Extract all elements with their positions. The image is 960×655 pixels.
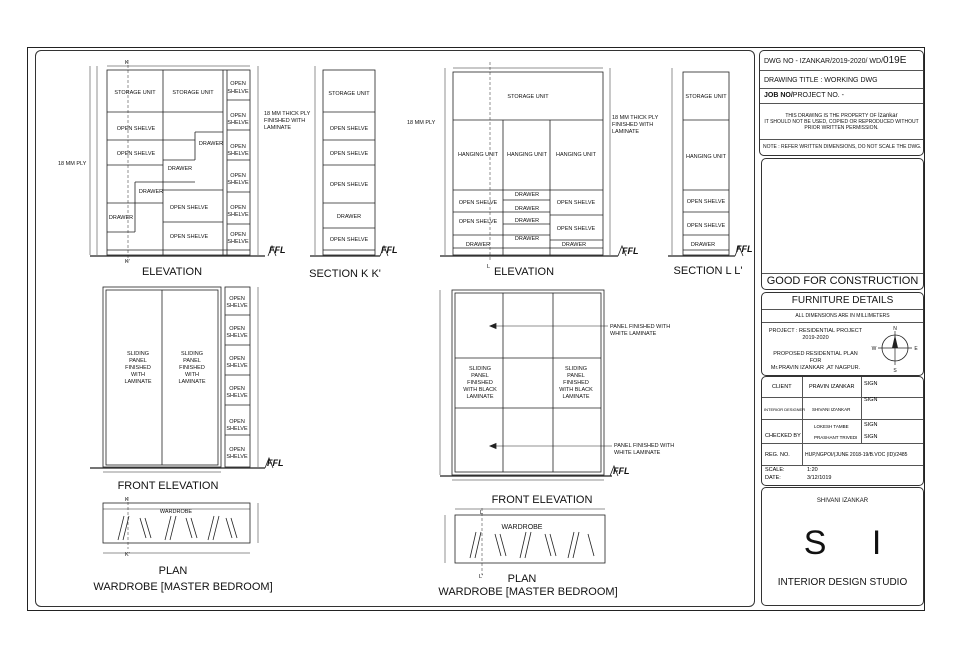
- reg-no-value: HUP,NGPOI/(JUNE 2018-19/B.VOC (ID)/2485: [805, 452, 908, 458]
- fe1-open-2: OPEN: [229, 326, 245, 332]
- label-open-2: OPEN: [230, 113, 246, 119]
- property-owner: Izankar: [877, 113, 898, 119]
- project-no-label: PROJECT NO. -: [792, 92, 845, 99]
- marker-l-bottom: L: [487, 264, 491, 270]
- project-line-2: 2019-2020: [802, 335, 829, 341]
- fe1-sliding-1c: FINISHED: [125, 365, 151, 371]
- fe1-sliding-1b: PANEL: [129, 358, 147, 364]
- ffl-2: FFL: [381, 245, 398, 255]
- label-18mm-ply-2: 18 MM PLY: [407, 120, 436, 126]
- label-ll-open-shelve-1: OPEN SHELVE: [686, 199, 726, 205]
- ffl-4: FFL: [736, 244, 753, 254]
- fe1-sliding-1d: WITH: [130, 372, 146, 378]
- north-compass-icon: [870, 323, 920, 373]
- label-e2-drawer-6: DRAWER: [561, 242, 587, 248]
- checked-sign-1: SIGN: [864, 422, 878, 428]
- job-no-label: JOB NO/: [764, 92, 793, 99]
- label-kk-drawer: DRAWER: [336, 214, 362, 220]
- furniture-details-box: [761, 292, 924, 376]
- label-e2-open-shelve-2: OPEN SHELVE: [556, 200, 596, 206]
- label-ll-storage: STORAGE UNIT: [685, 94, 727, 100]
- marker-k-bottom: K': [125, 259, 130, 265]
- fe1-sliding-2b: PANEL: [183, 358, 201, 364]
- good-for-construction: GOOD FOR CONSTRUCTION: [766, 275, 919, 287]
- fe1-shelve-3: SHELVE: [226, 363, 248, 369]
- ply-note-2a: 18 MM THICK PLY: [612, 115, 659, 121]
- title-plan-2-sub: WARDROBE [MASTER BEDROOM]: [438, 586, 618, 598]
- plan-1-drawing: [103, 497, 258, 553]
- marker-plan1-k-prime: K': [125, 552, 130, 558]
- label-18mm-ply-1: 18 MM PLY: [58, 161, 87, 167]
- fe1-sliding-1a: SLIDING: [126, 351, 150, 357]
- property-line-1: THIS DRAWING IS THE PROPERTY OF: [785, 113, 877, 119]
- fe1-sliding-2c: FINISHED: [179, 365, 205, 371]
- fe1-open-3: OPEN: [229, 356, 245, 362]
- client-sign: SIGN: [864, 381, 878, 387]
- date-label: DATE:: [765, 475, 781, 481]
- label-ll-hanging: HANGING UNIT: [685, 154, 727, 160]
- fe1-shelve-5: SHELVE: [226, 426, 248, 432]
- fe2-sliding-2b: PANEL: [567, 373, 585, 379]
- designer-sign: SIGN: [864, 397, 878, 403]
- title-block-header: [759, 50, 924, 156]
- scale-label: SCALE:: [765, 467, 785, 473]
- label-storage-unit-2: STORAGE UNIT: [172, 90, 214, 96]
- compass-n: N: [893, 326, 897, 332]
- label-e2-open-shelve-3: OPEN SHELVE: [458, 219, 498, 225]
- label-drawer-3: DRAWER: [138, 189, 164, 195]
- title-front-elevation-2: FRONT ELEVATION: [491, 494, 593, 506]
- fe1-sliding-2d: WITH: [184, 372, 200, 378]
- fe2-sliding-1c: FINISHED: [467, 380, 493, 386]
- label-open-shelve-4: OPEN SHELVE: [169, 234, 209, 240]
- fe1-shelve-2: SHELVE: [226, 333, 248, 339]
- marker-k-top: K: [125, 60, 129, 66]
- label-kk-open-shelve-2: OPEN SHELVE: [329, 151, 369, 157]
- marker-plan2-l-prime: L': [479, 574, 484, 580]
- property-line-3: PRIOR WRITTEN PERMISSION.: [804, 125, 879, 131]
- ffl-1: FFL: [269, 245, 286, 255]
- title-plan-2: PLAN: [507, 573, 537, 585]
- reg-no-label: REG. NO.: [765, 452, 790, 458]
- ply-note-2b: FINISHED WITH: [612, 122, 654, 128]
- label-e2-hanging-3: HANGING UNIT: [555, 152, 597, 158]
- label-e2-drawer-4: DRAWER: [514, 236, 540, 242]
- label-e2-drawer-1: DRAWER: [514, 192, 540, 198]
- label-kk-open-shelve-1: OPEN SHELVE: [329, 126, 369, 132]
- label-open-4: OPEN: [230, 173, 246, 179]
- label-drawer-4: DRAWER: [108, 215, 134, 221]
- checked-by-2: PRASHANT TRIVEDI: [814, 435, 858, 440]
- label-open-shelve-1: OPEN SHELVE: [116, 126, 156, 132]
- fe1-sliding-2e: LAMINATE: [178, 379, 206, 385]
- scale-value: 1:20: [807, 467, 818, 473]
- furniture-details-title: FURNITURE DETAILS: [791, 295, 894, 306]
- studio-box: [761, 487, 924, 606]
- plan2-wardrobe: WARDROBE: [501, 524, 543, 531]
- elevation-2-drawing: [440, 62, 618, 262]
- label-shelve-4: SHELVE: [227, 180, 249, 186]
- title-elevation-1: ELEVATION: [141, 266, 203, 278]
- fe2-sliding-2a: SLIDING: [564, 366, 588, 372]
- label-e2-storage: STORAGE UNIT: [507, 94, 549, 100]
- label-open-1: OPEN: [230, 81, 246, 87]
- label-e2-drawer-5: DRAWER: [465, 242, 491, 248]
- title-section-ll: SECTION L L': [673, 265, 743, 277]
- compass-s: S: [893, 368, 897, 373]
- fe1-shelve-6: SHELVE: [226, 454, 248, 460]
- compass-w: W: [871, 346, 877, 352]
- ffl-6: FFL: [613, 466, 630, 476]
- label-open-shelve-3: OPEN SHELVE: [169, 205, 209, 211]
- plan-2-drawing: [445, 508, 605, 575]
- title-plan-1: PLAN: [158, 565, 188, 577]
- ffl-3: FFL: [622, 246, 639, 256]
- panel-note-1b: WHITE LAMINATE: [610, 331, 657, 337]
- marker-plan2-l: L: [480, 510, 484, 516]
- panel-note-2a: PANEL FINISHED WITH: [614, 443, 675, 449]
- panel-note-1a: PANEL FINISHED WITH: [610, 324, 671, 330]
- fe1-open-5: OPEN: [229, 419, 245, 425]
- compass-e: E: [914, 346, 918, 352]
- fe2-sliding-2c: FINISHED: [563, 380, 589, 386]
- title-front-elevation-1: FRONT ELEVATION: [117, 480, 219, 492]
- dwg-no-code: 019E: [883, 55, 907, 66]
- label-open-6: OPEN: [230, 232, 246, 238]
- fe1-open-1: OPEN: [229, 296, 245, 302]
- client-value: PRAVIN IZANKAR: [809, 384, 855, 390]
- panel-note-2b: WHITE LAMINATE: [614, 450, 661, 456]
- label-shelve-3: SHELVE: [227, 151, 249, 157]
- fe1-open-4: OPEN: [229, 386, 245, 392]
- label-e2-open-shelve-1: OPEN SHELVE: [458, 200, 498, 206]
- label-kk-storage: STORAGE UNIT: [328, 91, 370, 97]
- fe1-sliding-1e: LAMINATE: [124, 379, 152, 385]
- label-shelve-2: SHELVE: [227, 120, 249, 126]
- ply-note-1a: 18 MM THICK PLY: [264, 111, 311, 117]
- checked-sign-2: SIGN: [864, 434, 878, 440]
- fe2-sliding-1d: WITH BLACK: [463, 387, 497, 393]
- title-section-kk: SECTION K K': [309, 268, 381, 280]
- fe2-sliding-1a: SLIDING: [468, 366, 492, 372]
- label-shelve-1: SHELVE: [227, 89, 249, 95]
- label-drawer-2: DRAWER: [167, 166, 193, 172]
- label-open-3: OPEN: [230, 144, 246, 150]
- fe2-sliding-1e: LAMINATE: [466, 394, 494, 400]
- studio-logo: S I: [803, 524, 900, 562]
- client-label: CLIENT: [772, 384, 792, 390]
- checked-by-label: CHECKED BY: [765, 433, 801, 439]
- fe2-sliding-1b: PANEL: [471, 373, 489, 379]
- checked-by-1: LOKESH TAMBE: [814, 424, 849, 429]
- title-plan-1-sub: WARDROBE [MASTER BEDROOM]: [93, 581, 273, 593]
- drawing-title: DRAWING TITLE : WORKING DWG: [764, 77, 878, 84]
- fe1-shelve-1: SHELVE: [226, 303, 248, 309]
- construction-stamp-box: [761, 158, 924, 290]
- scale-note: NOTE : REFER WRITTEN DIMENSIONS, DO NOT SCALE THE DWG.: [763, 144, 922, 150]
- label-e2-open-shelve-4: OPEN SHELVE: [556, 226, 596, 232]
- studio-name: INTERIOR DESIGN STUDIO: [777, 577, 908, 588]
- dwg-no-prefix: DWG NO - IZANKAR/2019-2020/ WD/: [764, 58, 884, 65]
- label-storage-unit-1: STORAGE UNIT: [114, 90, 156, 96]
- ply-note-2c: LAMINATE: [612, 129, 640, 135]
- proposed-line-1: PROPOSED RESIDENTIAL PLAN FOR: [773, 351, 858, 364]
- interior-designer-value: SHIVANI IZANKAR: [812, 407, 851, 412]
- ply-note-1c: LAMINATE: [264, 125, 292, 131]
- designer-name: SHIVANI IZANKAR: [816, 498, 869, 504]
- fe1-sliding-2a: SLIDING: [180, 351, 204, 357]
- label-e2-hanging-1: HANGING UNIT: [457, 152, 499, 158]
- label-e2-hanging-2: HANGING UNIT: [506, 152, 548, 158]
- label-drawer-1: DRAWER: [198, 141, 224, 147]
- label-shelve-6: SHELVE: [227, 239, 249, 245]
- fe1-shelve-4: SHELVE: [226, 393, 248, 399]
- label-kk-open-shelve-4: OPEN SHELVE: [329, 237, 369, 243]
- title-elevation-2: ELEVATION: [493, 266, 555, 278]
- property-line-2: IT SHOULD NOT BE USED, COPIED OR REPRODUCED WITHOUT: [764, 119, 919, 125]
- plan1-wardrobe: WARDROBE: [159, 509, 193, 515]
- label-open-shelve-2: OPEN SHELVE: [116, 151, 156, 157]
- project-line-1: PROJECT : RESIDENTIAL PROJECT: [768, 328, 863, 334]
- fe2-sliding-2d: WITH BLACK: [559, 387, 593, 393]
- label-ll-open-shelve-2: OPEN SHELVE: [686, 223, 726, 229]
- ply-note-1b: FINISHED WITH: [264, 118, 306, 124]
- interior-designer-label: INTERIOR DESIGNER: [764, 407, 806, 412]
- all-dimensions-note: ALL DIMENSIONS ARE IN MILLIMETERS: [795, 313, 890, 319]
- label-e2-drawer-2: DRAWER: [514, 206, 540, 212]
- label-ll-drawer: DRAWER: [690, 242, 716, 248]
- date-value: 3/12/1019: [807, 475, 832, 481]
- ffl-5: FFL: [267, 458, 284, 468]
- marker-plan1-k: K: [125, 497, 129, 503]
- label-kk-open-shelve-3: OPEN SHELVE: [329, 182, 369, 188]
- label-open-5: OPEN: [230, 205, 246, 211]
- fe2-sliding-2e: LAMINATE: [562, 394, 590, 400]
- fe1-open-6: OPEN: [229, 447, 245, 453]
- proposed-line-2: Mr.PRAVIN IZANKAR ,AT NAGPUR.: [770, 365, 861, 371]
- label-e2-drawer-3: DRAWER: [514, 218, 540, 224]
- approvals-box: [761, 376, 924, 486]
- label-shelve-5: SHELVE: [227, 212, 249, 218]
